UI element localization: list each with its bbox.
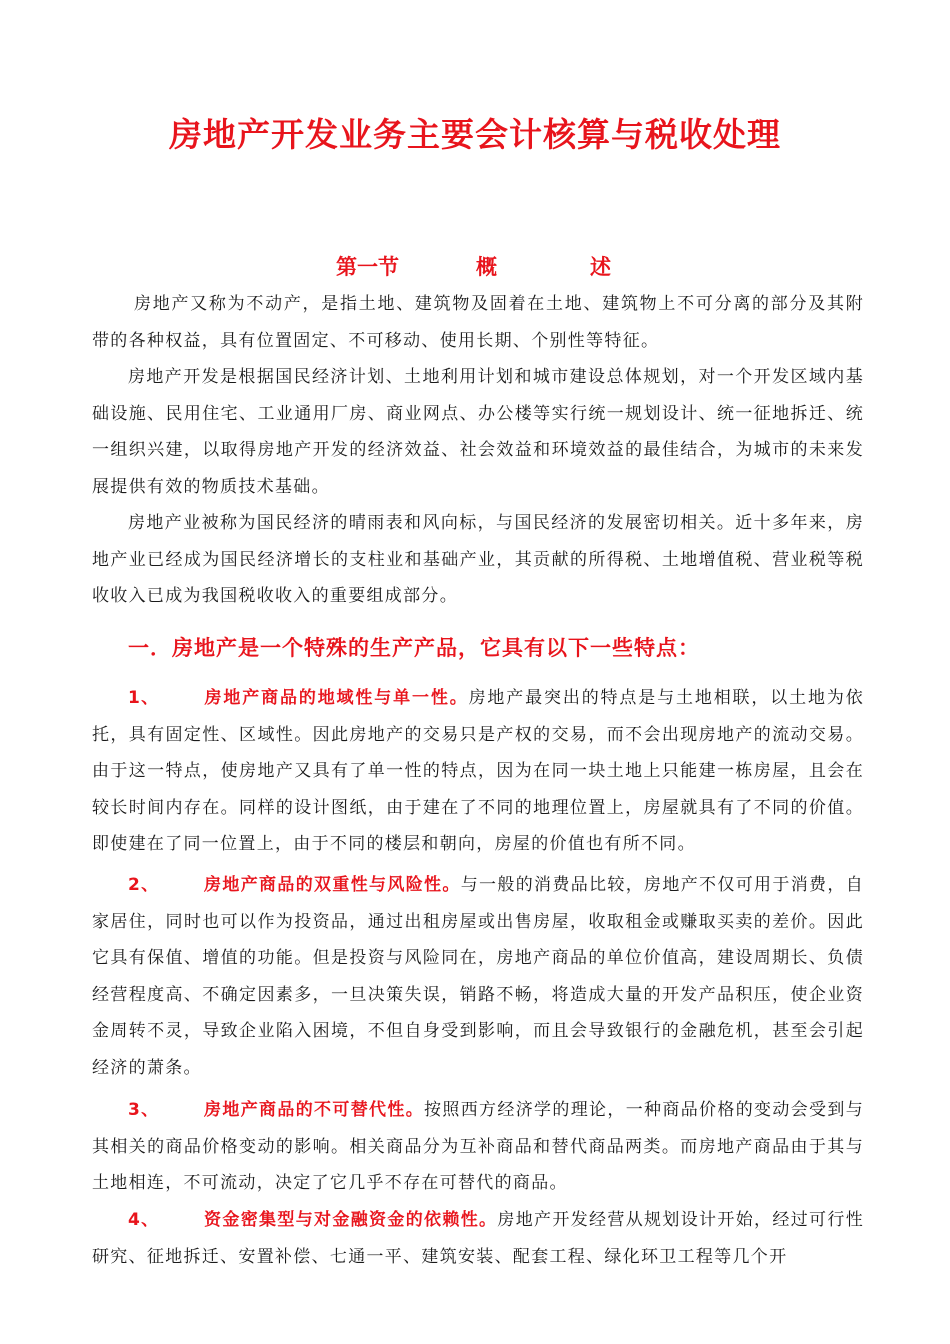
list-item	[92, 1092, 864, 1202]
list-item	[92, 680, 864, 863]
paragraph-industry: 房地产业被称为国民经济的晴雨表和风向标，与国民经济的发展密切相关。近十多年来，房地产业已经成为国民经济增长的支柱业和基础产业，其贡献的所得税、土地增值税、营业税等税收收入已成为我国税收收入的重要组成部分。	[92, 513, 864, 606]
list-item-number: 1、	[128, 688, 160, 708]
subheading-characteristics: 一．房地产是一个特殊的生产产品，它具有以下一些特点：	[128, 636, 700, 660]
paragraph-definition: 房地产又称为不动产，是指土地、建筑物及固着在土地、建筑物上不可分离的部分及其附带的各种权益，具有位置固定、不可移动、使用长期、个别性等特征。	[92, 294, 864, 351]
list-item	[92, 1202, 864, 1275]
list-item-text: 房地产开发经营从规划设计开始，经过可行性研究、征地拆迁、安置补偿、七通一平、建筑安装、配套工程、绿化环卫工程等几个开	[92, 1210, 865, 1267]
section-heading	[0, 250, 950, 284]
document-title: 房地产开发业务主要会计核算与税收处理	[169, 115, 781, 154]
paragraph-development: 房地产开发是根据国民经济计划、土地利用计划和城市建设总体规划，对一个开发区域内基础设施、民用住宅、工业通用厂房、商业网点、办公楼等实行统一规划设计、统一征地拆迁、统一组织兴建，以取得房地产开发的经济效益、社会效益和环境效益的最佳结合，为城市的未来发展提供有效的物质技术基础。	[92, 367, 864, 497]
list-item-lead: 房地产商品的双重性与风险性。	[204, 875, 461, 895]
list-item-lead: 房地产商品的地域性与单一性。	[204, 688, 469, 708]
section-number: 第一节	[336, 255, 399, 279]
list-item-lead: 资金密集型与对金融资金的依赖性。	[204, 1210, 498, 1230]
section-title-char-2: 述	[590, 255, 611, 279]
section-title-char-1: 概	[476, 255, 497, 279]
list-item-text: 与一般的消费品比较，房地产不仅可用于消费，自家居住，同时也可以作为投资品，通过出租房屋或出售房屋，收取租金或赚取买卖的差价。因此它具有保值、增值的功能。但是投资与风险同在，房地产商品的单位价值高，建设周期长、负债经营程度高、不确定因素多，一旦决策失误，销路不畅，将造成大量的开发产品积压，使企业资金周转不灵，导致企业陷入困境，不但自身受到影响，而且会导致银行的金融危机，甚至会引起经济的萧条。	[92, 875, 864, 1078]
list-item-text: 按照西方经济学的理论，一种商品价格的变动会受到与其相关的商品价格变动的影响。相关商品分为互补商品和替代商品两类。而房地产商品由于其与土地相连，不可流动，决定了它几乎不存在可替代的商品。	[92, 1100, 864, 1193]
list-item-number: 4、	[128, 1210, 160, 1230]
list-item-lead: 房地产商品的不可替代性。	[204, 1100, 425, 1120]
list-item-number: 2、	[128, 875, 160, 895]
list-item-number: 3、	[128, 1100, 160, 1120]
list-item-text: 房地产最突出的特点是与土地相联，以土地为依托，具有固定性、区域性。因此房地产的交易只是产权的交易，而不会出现房地产的流动交易。由于这一特点，使房地产又具有了单一性的特点，因为在同一块土地上只能建一栋房屋，且会在较长时间内存在。同样的设计图纸，由于建在了不同的地理位置上，房屋就具有了不同的价值。即使建在了同一位置上，由于不同的楼层和朝向，房屋的价值也有所不同。	[92, 688, 864, 854]
list-item	[92, 867, 864, 1086]
